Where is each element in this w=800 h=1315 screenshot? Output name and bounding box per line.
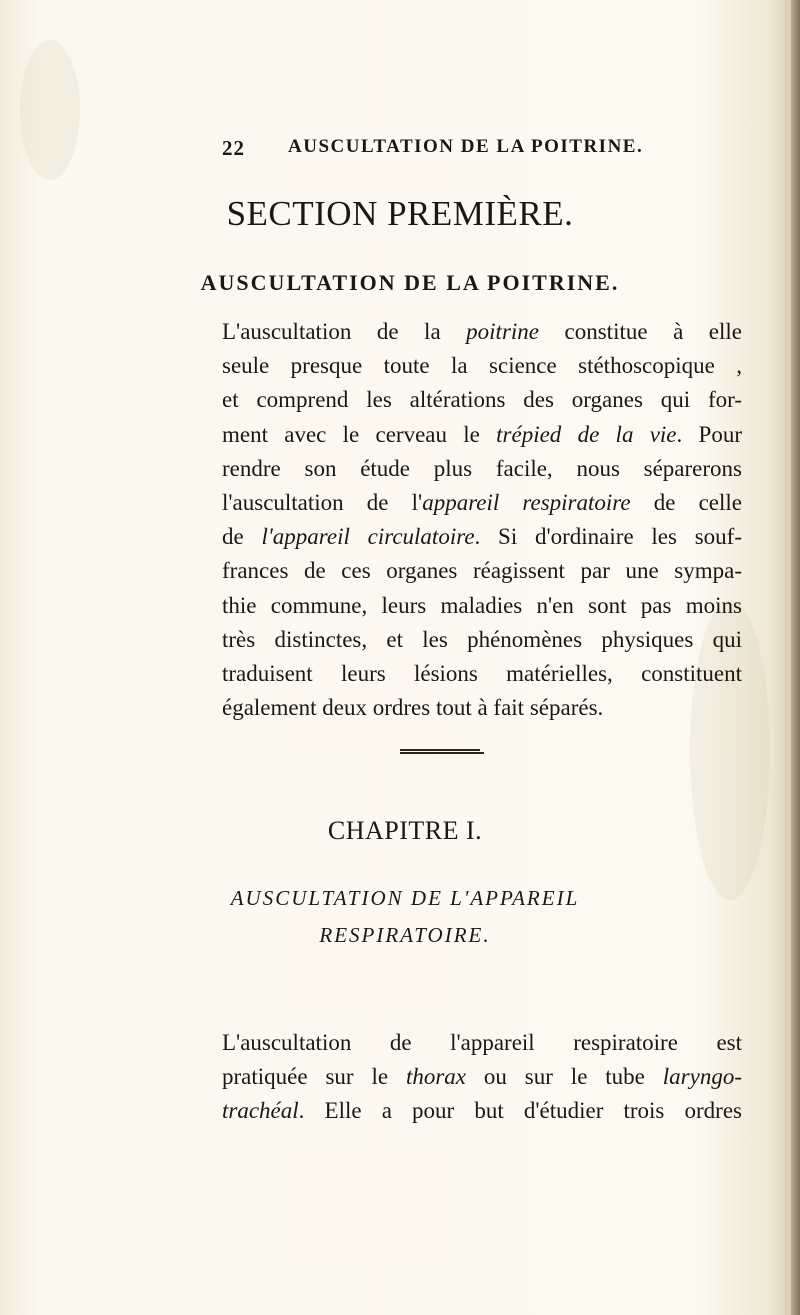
text-line: thie commune, leurs maladies n'en sont pas moins [222,592,742,618]
text-line: frances de ces organes réagissent par une sympa- [222,558,742,584]
text-line: et comprend les altérations des organes qui for- [222,387,742,413]
section-divider [400,749,484,754]
text-line: également deux ordres tout à fait séparés. [222,695,604,721]
text-line: trachéal. Elle a pour but d'étudier trois ordres [222,1098,742,1124]
section-title: SECTION PREMIÈRE. [226,194,574,233]
text-line: L'auscultation de l'appareil respiratoire est [222,1030,742,1055]
running-title: AUSCULTATION DE LA POITRINE. [288,136,644,157]
chapter-subtitle-line: RESPIRATOIRE. [319,923,491,947]
hyphenated-word: laryngo- [662,1064,742,1090]
text-line: traduisent leurs lésions matérielles, constituent [222,660,742,686]
text-line: l'auscultation de l'appareil respiratoire de celle [222,489,742,515]
text-line: L'auscultation de la poitrine constitue à elle [222,319,742,344]
chapter-subtitle [0,880,800,954]
divider-rule [400,752,484,754]
divider-rule [400,749,480,751]
running-head [0,136,800,164]
text-line: très distinctes, et les phénomènes physiques qui [222,626,742,652]
text-line: seule presque toute la science stéthoscopique , [222,353,742,379]
text-line: ment avec le cerveau le trépied de la vie. Pour [222,421,742,447]
section-subtitle: AUSCULTATION DE LA POITRINE. [200,270,620,295]
chapter-subtitle-line: AUSCULTATION DE L'APPAREIL [230,886,580,910]
chapter-title: CHAPITRE I. [327,816,483,845]
paragraph-intro [222,315,742,725]
text-line: pratiquée sur le thorax ou sur le tube laryngo- [222,1064,742,1090]
paragraph-chapter-intro [222,1026,742,1129]
page-number: 22 [222,136,245,160]
text-line: rendre son étude plus facile, nous séparerons [222,455,742,481]
text-line: de l'appareil circulatoire. Si d'ordinaire les souf- [222,524,742,550]
